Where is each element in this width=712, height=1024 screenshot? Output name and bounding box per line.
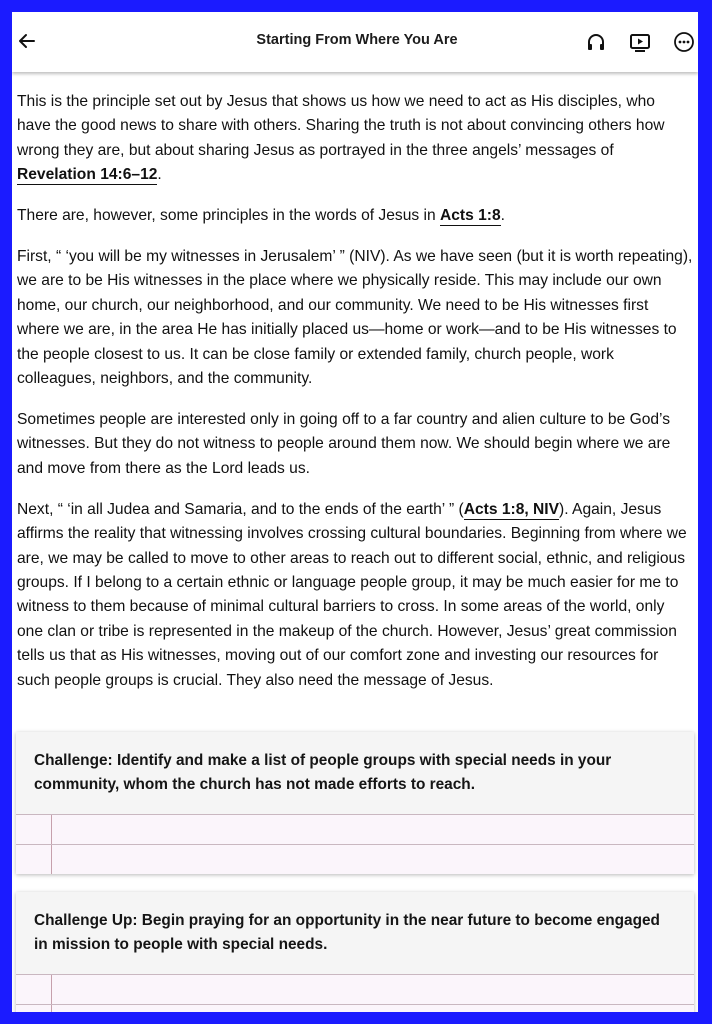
app-frame bbox=[12, 12, 698, 1012]
paragraph-text: This is the principle set out by Jesus that shows us how we need to act as His disciples, who have the good news to share with others. Sharing the truth is not about convincing others how wrong they are, but about sharing Jesus as portrayed in the three angels’ messages of bbox=[17, 93, 665, 159]
video-play-icon[interactable] bbox=[628, 30, 652, 54]
challenge-text: Challenge: Identify and make a list of people groups with special needs in your community, whom the church has not made efforts to reach. bbox=[34, 752, 612, 794]
paragraph-text: Next, “ ‘in all Judea and Samaria, and to the ends of the earth’ ” ( bbox=[17, 500, 464, 518]
challenge-text: Challenge Up: Begin praying for an opportunity in the near future to become engaged in mission to people with special needs. bbox=[34, 912, 660, 954]
paragraph-text: There are, however, some principles in the words of Jesus in bbox=[17, 207, 440, 225]
scripture-link[interactable]: Revelation 14:6–12 bbox=[17, 166, 158, 184]
notes-area[interactable] bbox=[16, 814, 694, 874]
paragraph-text: . bbox=[157, 166, 162, 184]
top-bar bbox=[12, 12, 698, 72]
note-line[interactable] bbox=[16, 1004, 694, 1012]
paragraph: First, “ ‘you will be my witnesses in Jerusalem’ ” (NIV). As we have seen (but it is worth repeating), we are to be His witnesses in the place where we physically reside. This may include our own home, our church, our neighborhood, and our community. We need to be His witnesses first where we are, in the area He has initially placed us—home or work—and to be His witnesses to the people closest to us. It can be close family or extended family, church people, work colleagues, neighbors, and the community. bbox=[17, 248, 693, 388]
note-line[interactable] bbox=[16, 974, 694, 1004]
paragraph-text: . bbox=[500, 207, 505, 225]
challenge-card bbox=[16, 732, 694, 874]
more-options-icon[interactable] bbox=[672, 30, 696, 54]
paragraph bbox=[17, 204, 693, 228]
scripture-link[interactable]: Acts 1:8, NIV bbox=[463, 500, 560, 518]
scripture-link[interactable]: Acts 1:8 bbox=[439, 207, 501, 225]
back-arrow-icon[interactable] bbox=[16, 30, 38, 52]
paragraph-text: ). Again, Jesus affirms the reality that witnessing involves crossing cultural boundaries. Beginning from where we are, we may be called to move to other areas to reach out to different social, ethnic, and religious groups. If I belong to a certain ethnic or language people group, it may be much easier for me to witness to them because of minimal cultural barriers to cross. In some areas of the world, only one clan or tribe is represented in the makeup of the church. However, Jesus’ great commission tells us that as His witnesses, moving out of our comfort zone and investing our resources for such people groups is crucial. They also need the message of Jesus. bbox=[17, 500, 687, 689]
note-line[interactable] bbox=[16, 814, 694, 844]
headphones-icon[interactable] bbox=[584, 30, 608, 54]
challenge-up-card bbox=[16, 892, 694, 1012]
page-title: Starting From Where You Are bbox=[256, 32, 458, 48]
paragraph bbox=[17, 90, 693, 188]
paragraph: Sometimes people are interested only in going off to a far country and alien culture to be God’s witnesses. But they do not witness to people around them now. We should begin where we are and move from there as the Lord leads us. bbox=[17, 410, 671, 477]
article-body bbox=[17, 90, 693, 709]
paragraph bbox=[17, 498, 693, 693]
notes-area[interactable] bbox=[16, 974, 694, 1012]
note-line[interactable] bbox=[16, 844, 694, 874]
